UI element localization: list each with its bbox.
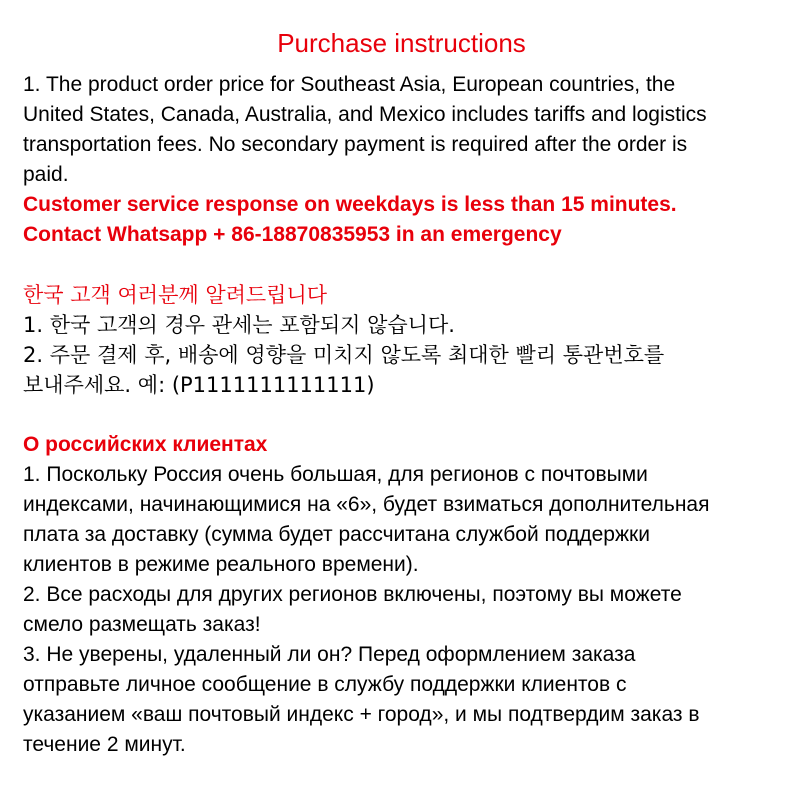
korean-line: 1. 한국 고객의 경우 관세는 포함되지 않습니다. [23,313,455,337]
page-title: Purchase instructions [277,28,526,58]
customer-service-notice [23,190,780,250]
russian-line: 3. Не уверены, удаленный ли он? Перед оформлением заказа [23,643,636,666]
russian-line: 2. Все расходы для других регионов включены, поэтому вы можете [23,583,682,606]
russian-line: плата за доставку (сумма будет рассчитана службой поддержки [23,523,650,546]
instructions-body [23,70,780,760]
korean-heading: 한국 고객 여러분께 알려드립니다 [23,283,328,307]
russian-section [23,430,780,760]
korean-line: 2. 주문 결제 후, 배송에 영향을 미치지 않도록 최대한 빨리 통관번호를 [23,343,665,367]
english-line: paid. [23,163,69,186]
russian-line: индексами, начинающимися на «6», будет взиматься дополнительная [23,493,710,516]
spacer [23,250,780,280]
russian-line: отправьте личное сообщение в службу поддержки клиентов с [23,673,627,696]
russian-line: течение 2 минут. [23,733,186,756]
english-line: United States, Canada, Australia, and Mexico includes tariffs and logistics [23,103,707,126]
korean-section [23,280,780,400]
english-line: transportation fees. No secondary payment is required after the order is [23,133,688,156]
russian-line: смело размещать заказ! [23,613,261,636]
russian-line: указанием «ваш почтовый индекс + город», и мы подтвердим заказ в [23,703,700,726]
russian-line: 1. Поскольку Россия очень большая, для регионов с почтовыми [23,463,648,486]
english-paragraph [23,70,780,190]
russian-heading: О российских клиентах [23,433,268,456]
whatsapp-contact-line: Contact Whatsapp + 86-18870835953 in an emergency [23,223,562,246]
spacer [23,400,780,430]
russian-line: клиентов в режиме реального времени). [23,553,419,576]
english-line: 1. The product order price for Southeast Asia, European countries, the [23,73,676,96]
korean-line: 보내주세요. 예: (P1111111111111) [23,373,375,397]
service-response-line: Customer service response on weekdays is less than 15 minutes. [23,193,677,216]
